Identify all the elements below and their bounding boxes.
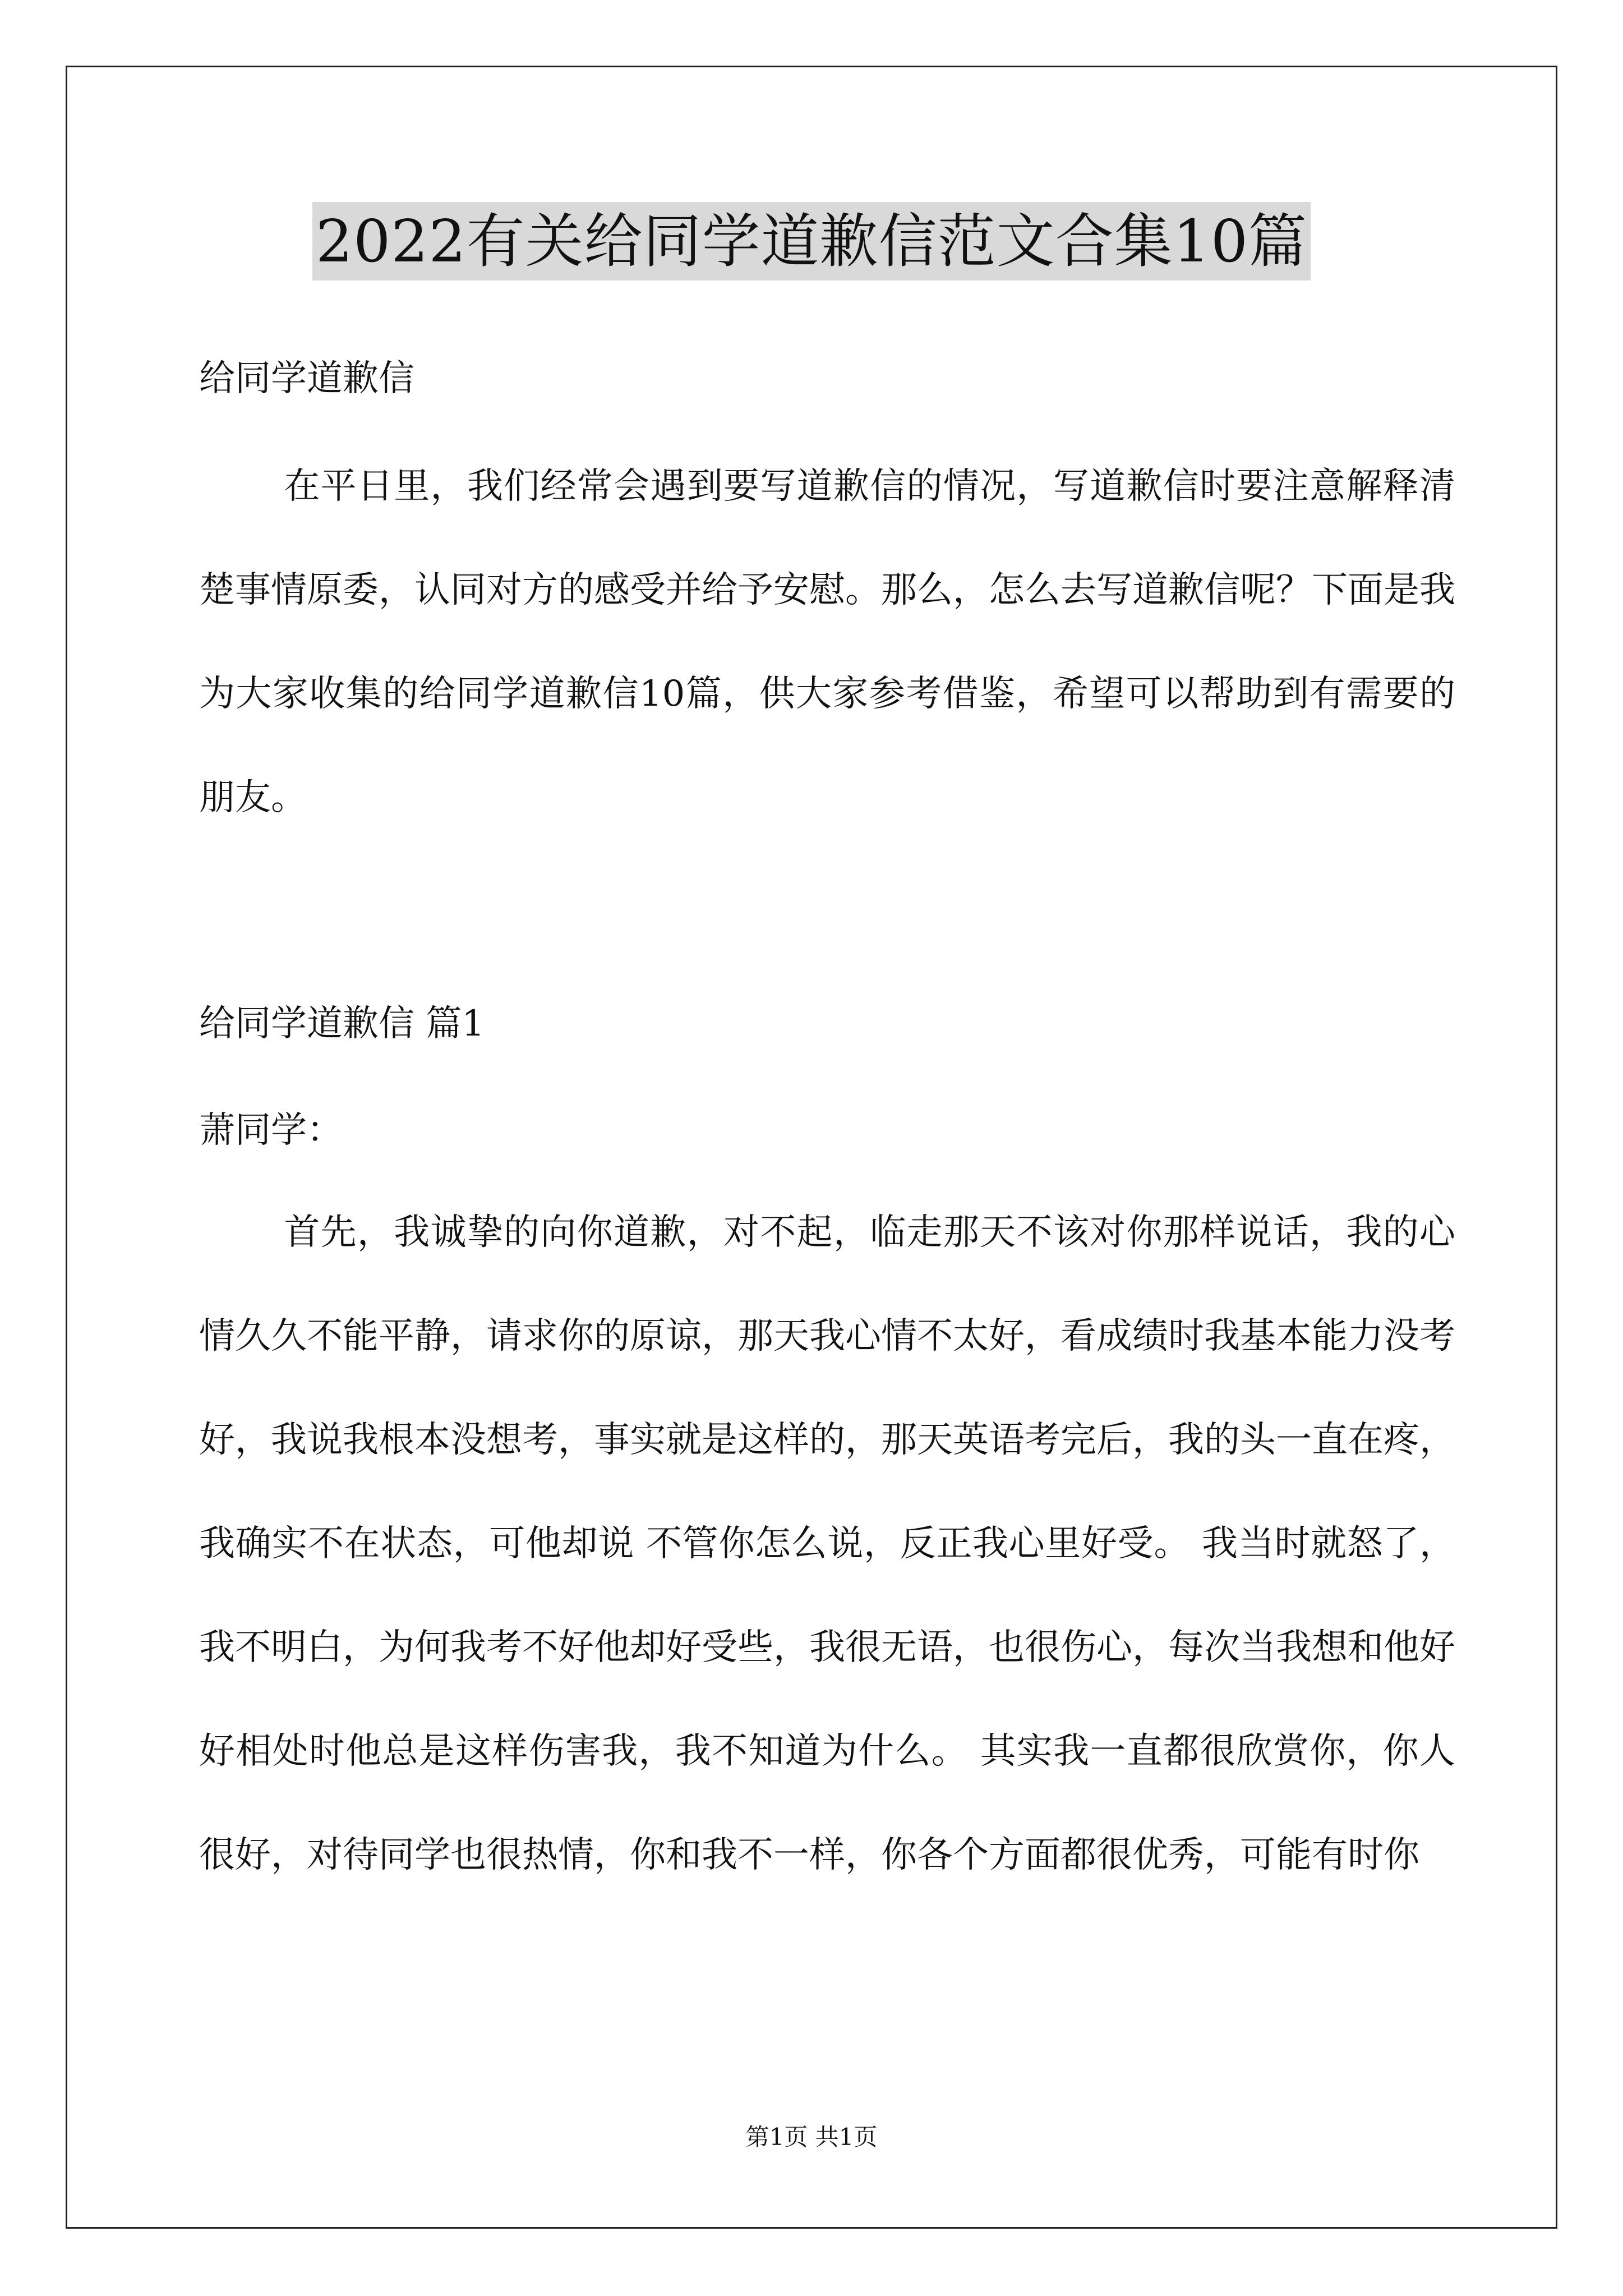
salutation: 萧同学： — [199, 1110, 343, 1151]
body-paragraph — [199, 1181, 1455, 1907]
article-heading: 给同学道歉信 篇1 — [199, 1003, 485, 1045]
section-heading: 给同学道歉信 — [199, 358, 414, 399]
intro-paragraph-text: 在平日里，我们经常会遇到要写道歉信的情况，写道歉信时要注意解释清楚事情原委，认同对方的感受并给予安慰。那么，怎么去写道歉信呢？下面是我为大家收集的给同学道歉信10篇，供大家参考借鉴，希望可以帮助到有需要的朋友。 — [199, 466, 1455, 818]
intro-paragraph — [199, 435, 1455, 850]
title-container — [0, 202, 1623, 280]
page-footer: 第1页 共1页 — [745, 2123, 878, 2151]
body-paragraph-text: 首先，我诚挚的向你道歉，对不起，临走那天不该对你那样说话，我的心情久久不能平静，请求你的原谅，那天我心情不太好，看成绩时我基本能力没考好，我说我根本没想考，事实就是这样的，那天英语考完后，我的头一直在疼，我确实不在状态，可他却说 不管你怎么说，反正我心里好受。 我当时就怒了，我不明白，为何我考不好他却好受些，我很无语，也很伤心，每次当我想和他好好相处时他总是这样伤害我，我不知道为什么。 其实我一直都很欣赏你，你人很好，对待同学也很热情，你和我不一样，你各个方面都很优秀，可能有时你 — [199, 1212, 1455, 1876]
document-title: 2022有关给同学道歉信范文合集10篇 — [312, 202, 1311, 280]
